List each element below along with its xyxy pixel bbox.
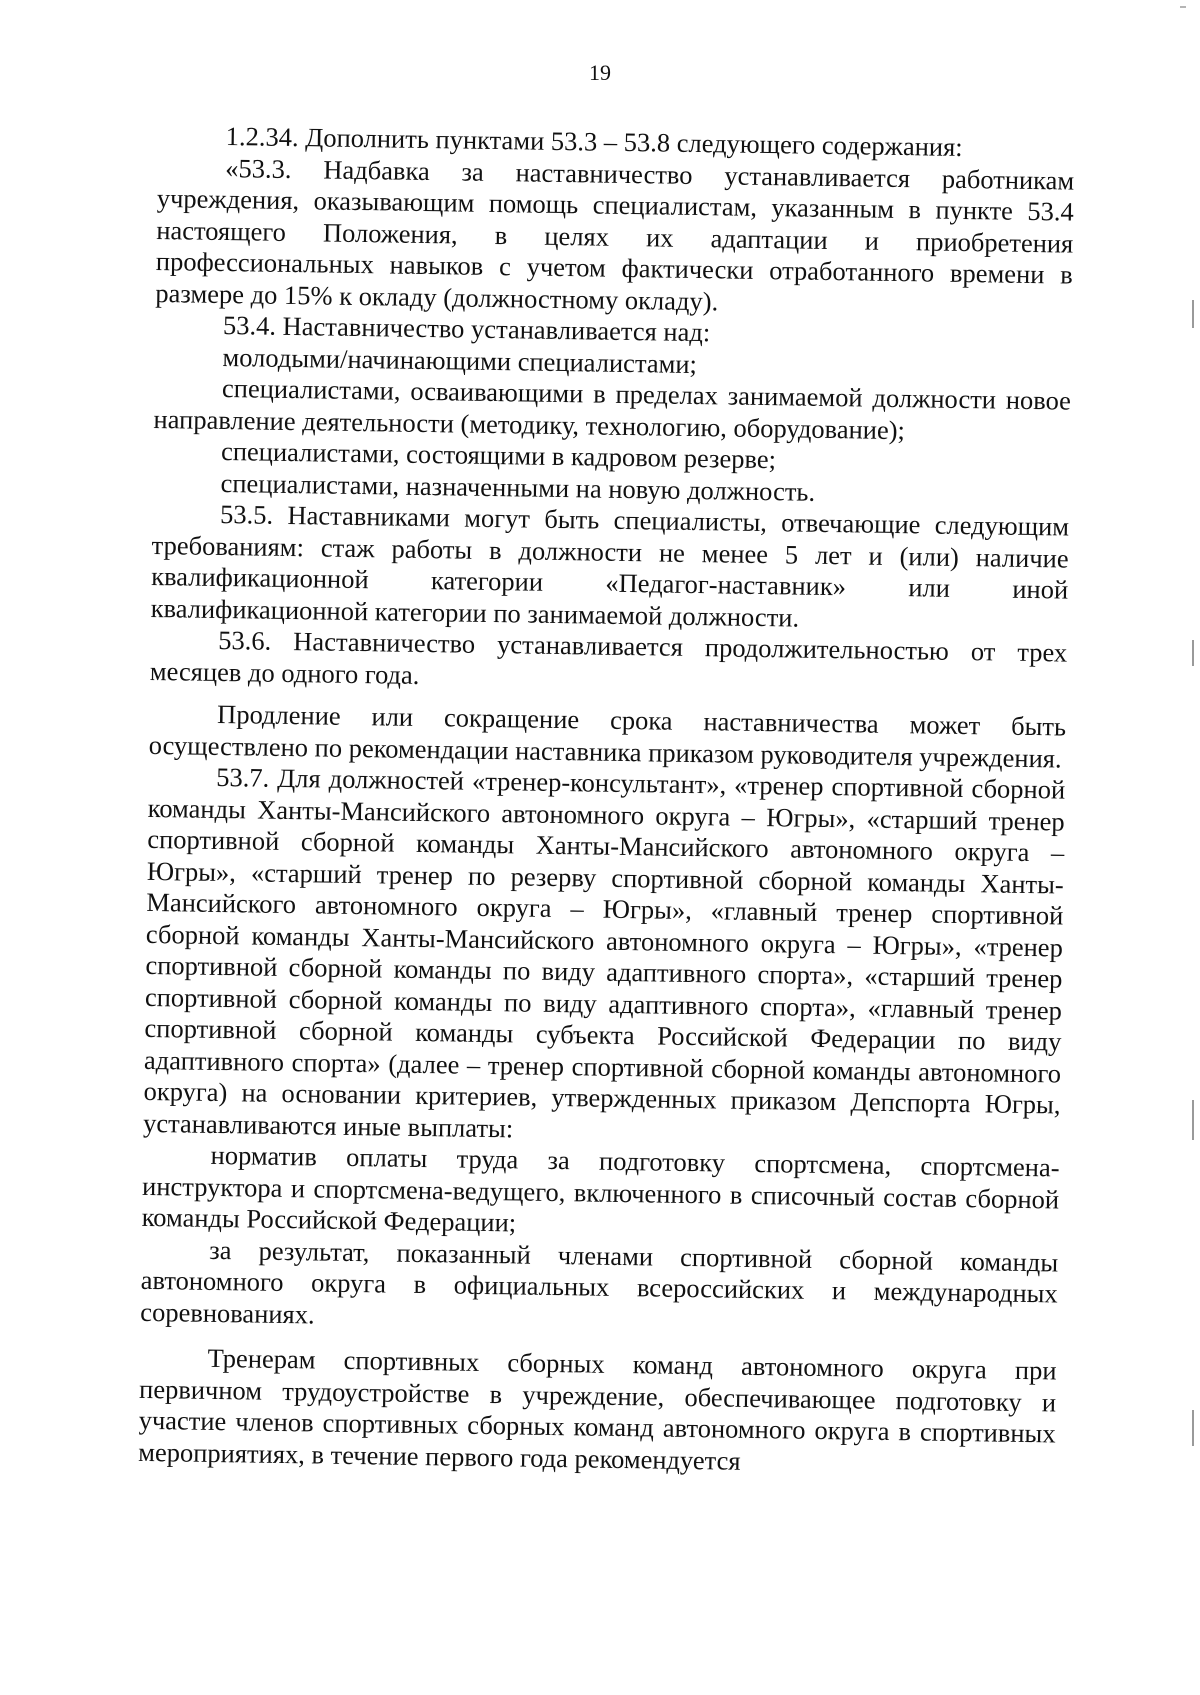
scan-edge-mark [1192,1100,1194,1140]
paragraph-53-4: 53.4. Наставничество устанавливается над: [222,309,711,348]
list-item-labor-standard: норматив оплаты труда за подготовку спортсмена, спортсмена-инструктора и спортсмена-ведущего, включенного в списочный состав сборной команды Российской Федерации; [141,1139,1060,1238]
paragraph-53-6: 53.6. Наставничество устанавливается продолжительностью от трех месяцев до одного года. [149,624,1068,690]
scan-edge-mark [1192,1410,1194,1446]
document-body [138,120,1075,1481]
list-item-new-position: специалистами, назначенными на новую должность. [220,467,816,507]
scan-edge-mark [1192,300,1194,328]
list-item-personnel-reserve: специалистами, состоящими в кадровом резерве; [220,435,777,475]
paragraph-1-2-34: 1.2.34. Дополнить пунктами 53.3 – 53.8 следующего содержания: [225,121,963,162]
paragraph-53-5: 53.5. Наставниками могут быть специалисты, отвечающие следующим требованиям: стаж работы в должности не менее 5 лет и (или) наличие квалификационной категории «Педагог-наставник» или иной квалификационной категории по занимаемой должности. [150,498,1070,633]
paragraph-coaches: Тренерам спортивных сборных команд автономного округа при первичном трудоустройстве в учреждение, обеспечивающее подготовку и участие членов спортивных сборных команд автономного округа в спортивных мероприятиях, в течение первого года рекомендуется [138,1342,1057,1476]
paragraph-53-7: 53.7. Для должностей «тренер-консультант», «тренер спортивной сборной команды Ханты-Мансийского автономного округа – Югры», «старший тренер спортивной сборной команды Ханты-Мансийского автономного округа – Югры», «старший тренер по резерву спортивной сборной команды Ханты-Мансийского автономного округа – Югры», «главный тренер спортивной сборной команды Ханты-Мансийского автономного округа – Югры», «тренер спортивной сборной команды по виду адаптивного спорта», «старший тренер спортивной сборной команды по виду адаптивного спорта», «главный тренер спортивной сборной команды субъекта Российской Федерации по виду адаптивного спорта» (далее – тренер спортивной сборной команды автономного округа) на основании критериев, утвержденных приказом Депспорта Югры, устанавливаются иные выплаты: [142,761,1066,1143]
scan-edge-mark [1180,6,1186,8]
list-item-new-direction: специалистами, осваивающими в пределах занимаемой должности новое направление деятельности (методику, технологию, оборудование); [153,372,1072,445]
page-number: 19 [589,60,611,85]
paragraph-extension: Продление или сокращение срока наставничества может быть осуществлено по рекомендации наставника приказом руководителя учреждения. [148,698,1067,773]
list-item-young-specialists: молодыми/начинающими специалистами; [222,341,698,379]
scan-edge-mark [1192,640,1194,666]
paragraph-53-3: «53.3. Надбавка за наставничество устанавливается работникам учреждения, оказывающим помощь специалистам, указанным в пункте 53.4 настоящего Положения, в целях их адаптации и приобретения профессиональных навыков с учетом фактически отработанного времени в размере до 15% к окладу (должностному окладу). [155,152,1075,316]
list-item-result-payment: за результат, показанный членами спортивной сборной команды автономного округа в официальных всероссийских и международных соревнованиях. [140,1234,1059,1329]
